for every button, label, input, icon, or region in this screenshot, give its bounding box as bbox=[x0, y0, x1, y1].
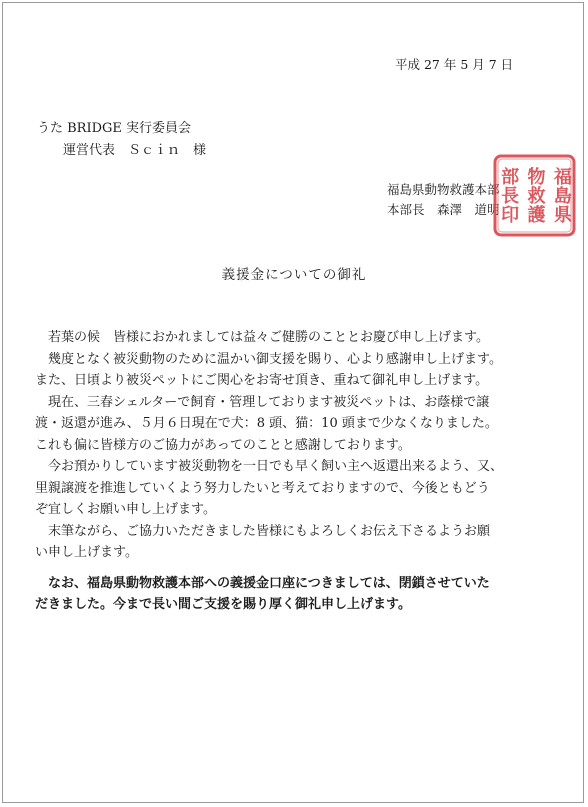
body-line: 渡・返還が進み、５月６日現在で犬：8 頭、猫：10 頭まで少なくなりました。 bbox=[35, 416, 498, 431]
letter-date: 平成 27 年 5 月 7 日 bbox=[395, 57, 514, 72]
closing-line: なお、福島県動物救護本部への義援金口座につきましては、閉鎖させていた bbox=[35, 576, 490, 591]
seal-column-1: 福島県 bbox=[550, 167, 572, 224]
letter-closing-notice bbox=[35, 573, 555, 615]
body-line: 今お預かりしています被災動物を一日でも早く飼い主へ返還出来るよう、又、 bbox=[35, 459, 504, 474]
letter-page bbox=[2, 2, 584, 803]
letter-subject: 義援金についての御礼 bbox=[221, 267, 367, 283]
body-line: 若葉の候 皆様におかれましては益々ご健勝のこととお慶び申し上げます。 bbox=[35, 330, 489, 345]
official-seal-stamp bbox=[493, 154, 576, 237]
recipient-name: 運営代表 Ｓｃｉｎ 様 bbox=[63, 143, 207, 158]
recipient-organization: うた BRIDGE 実行委員会 bbox=[37, 121, 192, 136]
body-line: 末筆ながら、ご協力いただきました皆様にもよろしくお伝え下さるようお願 bbox=[35, 523, 491, 539]
body-line: い申し上げます。 bbox=[35, 545, 138, 560]
sender-organization: 福島県動物救護本部 bbox=[387, 182, 500, 197]
body-line: 現在、三春シェルターで飼育・管理しております被災ペットは、お蔭様で譲 bbox=[35, 394, 490, 410]
body-line: これも偏に皆様方のご協力があってのことと感謝しております。 bbox=[35, 437, 411, 453]
closing-line: だきました。今まで長い間ご支援を賜り厚く御礼申し上げます。 bbox=[35, 597, 411, 612]
body-line: ぞ宜しくお願い申し上げます。 bbox=[35, 502, 216, 517]
body-line: また、日頃より被災ペットにご関心をお寄せ頂き、重ねて御礼申し上げます。 bbox=[35, 373, 489, 388]
seal-column-3: 部長印 bbox=[498, 167, 520, 224]
seal-characters bbox=[493, 154, 576, 237]
sender-name: 本部長 森澤 道明 bbox=[387, 202, 500, 217]
body-line: 幾度となく被災動物のために温かい御支援を賜り、心より感謝申し上げます。 bbox=[35, 351, 502, 367]
letter-body bbox=[35, 327, 535, 564]
seal-column-2: 物救護 bbox=[524, 167, 546, 224]
body-line: 里親譲渡を推進していくよう努力したいと考えておりますので、今後ともどう bbox=[35, 480, 490, 496]
